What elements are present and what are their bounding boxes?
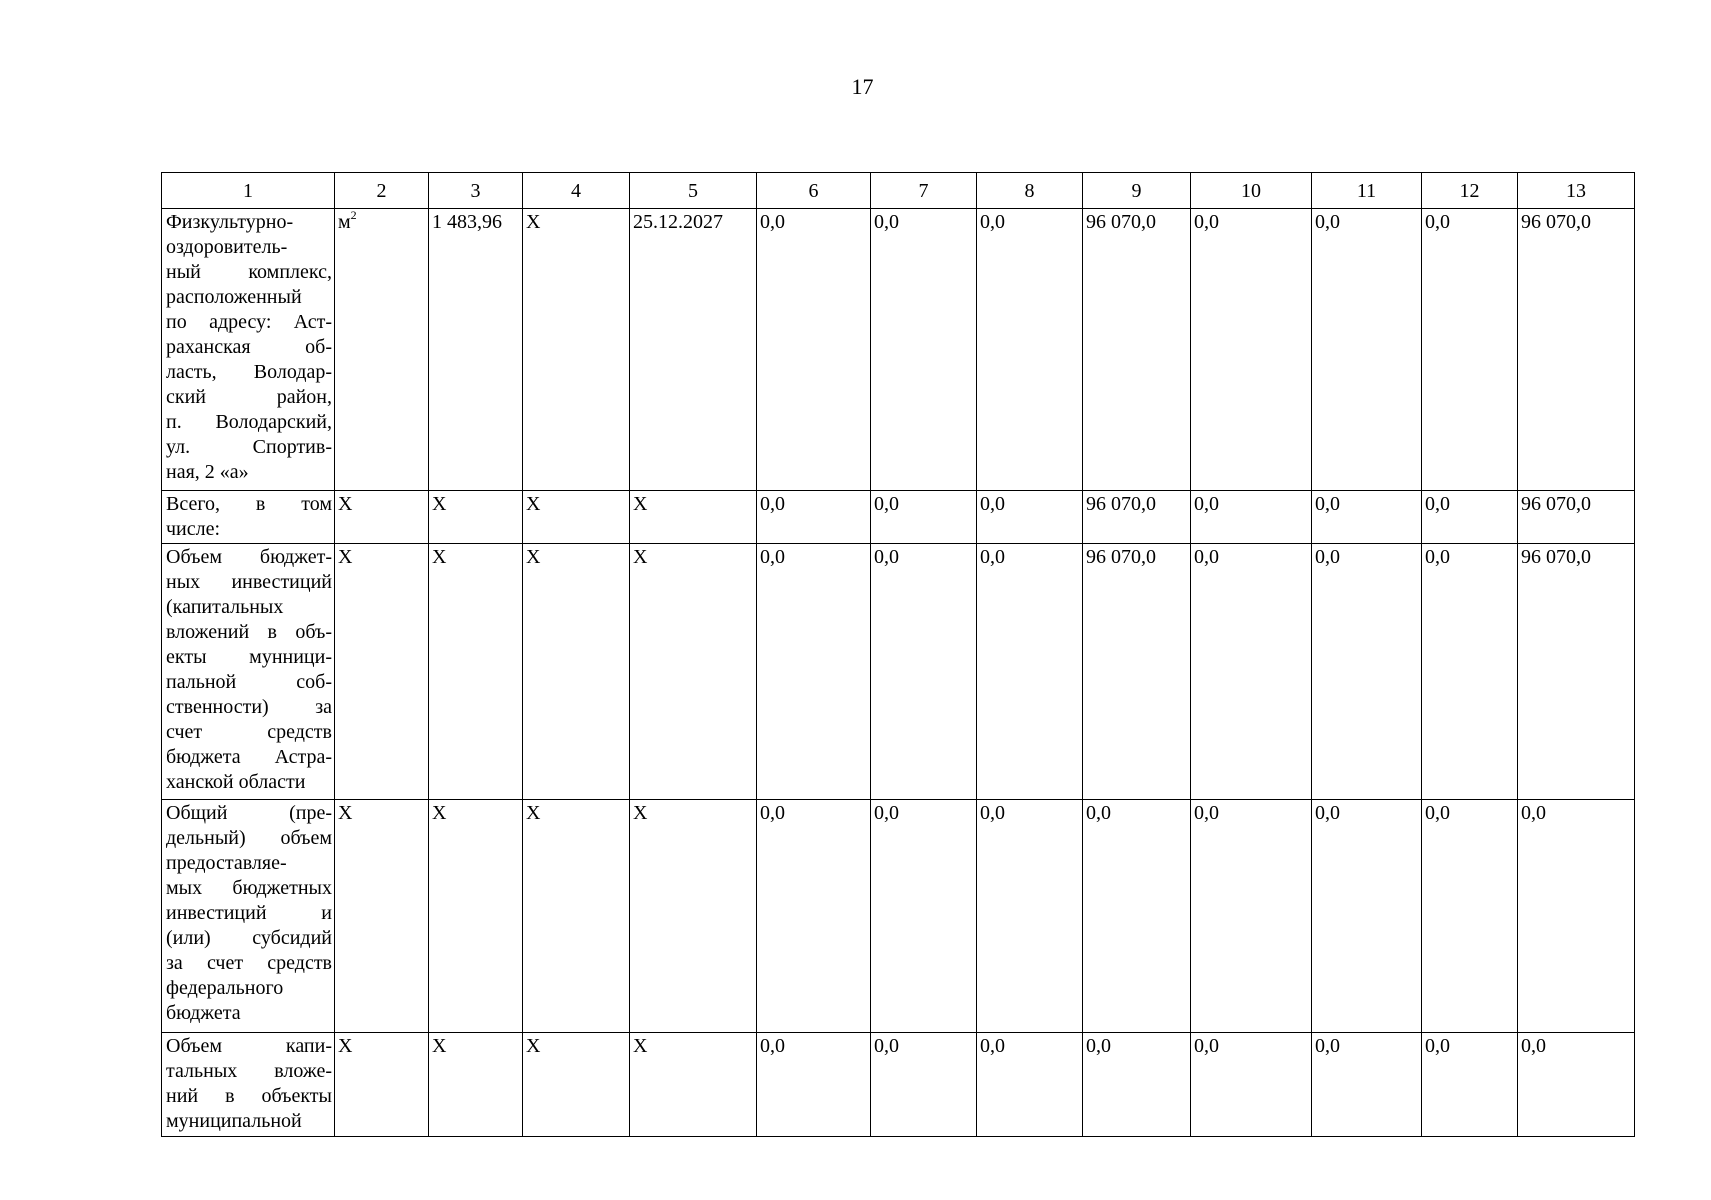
col-header: 2 [335, 173, 429, 209]
table-cell: 0,0 [1518, 1033, 1635, 1137]
table-cell: 0,0 [757, 491, 871, 544]
desc-line: ханской области [166, 771, 306, 793]
desc-line: расположенный [166, 286, 302, 308]
table-cell: 0,0 [1312, 1033, 1422, 1137]
table-row [162, 1033, 1635, 1137]
table-cell: X [630, 1033, 757, 1137]
table-cell: X [523, 1033, 630, 1137]
table-cell: 25.12.2027 [630, 209, 757, 491]
table-cell: 1 483,96 [429, 209, 523, 491]
desc-line: федерального [166, 977, 284, 999]
col-header: 3 [429, 173, 523, 209]
col-header: 4 [523, 173, 630, 209]
desc-line: Физкультурно- [166, 211, 294, 233]
table-cell: X [630, 800, 757, 1033]
col-header: 12 [1422, 173, 1518, 209]
table-cell: 0,0 [1312, 544, 1422, 800]
table-cell: 0,0 [871, 209, 977, 491]
table-cell: 0,0 [1422, 1033, 1518, 1137]
table-cell: 0,0 [1083, 1033, 1191, 1137]
unit-cell [335, 209, 429, 491]
desc-line: вложений в объ- [166, 621, 332, 643]
desc-line: бюджета [166, 1002, 241, 1024]
page-number: 17 [851, 74, 874, 99]
table-cell: 0,0 [1422, 491, 1518, 544]
row-description [162, 491, 335, 544]
table-cell: 0,0 [1191, 1033, 1312, 1137]
table-cell: 0,0 [871, 544, 977, 800]
desc-line: за счет средств [166, 952, 332, 974]
unit-text: м [338, 211, 351, 233]
table-cell: X [429, 800, 523, 1033]
desc-line: екты мунници- [166, 646, 332, 668]
desc-line: числе: [166, 518, 221, 540]
table-cell: 0,0 [977, 491, 1083, 544]
desc-line: предоставляе- [166, 852, 287, 874]
table-cell: X [523, 544, 630, 800]
desc-line: ная, 2 «а» [166, 461, 249, 483]
table-cell: X [429, 544, 523, 800]
desc-line: пальной соб- [166, 671, 332, 693]
table-cell: 0,0 [977, 544, 1083, 800]
table-cell: X [335, 491, 429, 544]
desc-line: ный комплекс, [166, 261, 332, 283]
col-header: 10 [1191, 173, 1312, 209]
table-cell: 0,0 [977, 1033, 1083, 1137]
row-description [162, 1033, 335, 1137]
col-header: 9 [1083, 173, 1191, 209]
table-cell: X [523, 209, 630, 491]
table-cell: X [523, 491, 630, 544]
table-cell: X [429, 1033, 523, 1137]
table-cell: X [523, 800, 630, 1033]
table-row [162, 544, 1635, 800]
table-row [162, 800, 1635, 1033]
table-cell: 0,0 [1191, 544, 1312, 800]
table-cell: 0,0 [757, 800, 871, 1033]
table-cell: X [335, 800, 429, 1033]
desc-line: счет средств [166, 721, 332, 743]
table-cell: X [429, 491, 523, 544]
row-description [162, 544, 335, 800]
row-description [162, 209, 335, 491]
table-cell: 0,0 [1312, 800, 1422, 1033]
desc-line: ных инвестиций [166, 571, 332, 593]
table-cell: 0,0 [871, 800, 977, 1033]
row-description [162, 800, 335, 1033]
table-cell: 0,0 [1518, 800, 1635, 1033]
table-cell: 96 070,0 [1518, 209, 1635, 491]
table-cell: 0,0 [1312, 491, 1422, 544]
desc-line: дельный) объем [166, 827, 332, 849]
col-header: 8 [977, 173, 1083, 209]
desc-line: бюджета Астра- [166, 746, 332, 768]
desc-line: ний в объекты [166, 1085, 332, 1107]
table-cell: 96 070,0 [1083, 209, 1191, 491]
desc-line: ласть, Володар- [166, 361, 332, 383]
table-cell: 0,0 [977, 800, 1083, 1033]
table-cell: 96 070,0 [1518, 491, 1635, 544]
desc-line: по адресу: Аст- [166, 311, 332, 333]
desc-line: ственности) за [166, 696, 332, 718]
desc-line: тальных вложе- [166, 1060, 332, 1082]
desc-line: ский район, [166, 386, 332, 408]
table-cell: 96 070,0 [1083, 491, 1191, 544]
table-cell: X [630, 491, 757, 544]
table-cell: 0,0 [871, 1033, 977, 1137]
table-cell: 0,0 [1191, 209, 1312, 491]
col-header: 5 [630, 173, 757, 209]
col-header: 1 [162, 173, 335, 209]
table-cell: 0,0 [1191, 491, 1312, 544]
desc-line: ул. Спортив- [166, 436, 332, 458]
table-cell: X [335, 544, 429, 800]
table-cell: 0,0 [1422, 800, 1518, 1033]
data-table [161, 172, 1635, 1137]
col-header: 6 [757, 173, 871, 209]
table-cell: X [335, 1033, 429, 1137]
desc-line: (или) субсидий [166, 927, 332, 949]
table-cell: 0,0 [1422, 209, 1518, 491]
table-row [162, 491, 1635, 544]
desc-line: раханская об- [166, 336, 332, 358]
desc-line: оздоровитель- [166, 236, 288, 258]
table-row [162, 209, 1635, 491]
table-cell: 0,0 [1191, 800, 1312, 1033]
header-row [162, 173, 1635, 209]
desc-line: Объем капи- [166, 1035, 332, 1057]
table-cell: 96 070,0 [1083, 544, 1191, 800]
desc-line: муниципальной [166, 1110, 302, 1132]
table-cell: 96 070,0 [1518, 544, 1635, 800]
col-header: 11 [1312, 173, 1422, 209]
desc-line: (капитальных [166, 596, 284, 618]
desc-line: Общий (пре- [166, 802, 332, 824]
table-cell: 0,0 [871, 491, 977, 544]
desc-line: Всего, в том [166, 493, 332, 515]
table-cell: 0,0 [1422, 544, 1518, 800]
table-cell: X [630, 544, 757, 800]
desc-line: Объем бюджет- [166, 546, 332, 568]
desc-line: п. Володарский, [166, 411, 332, 433]
table-cell: 0,0 [757, 209, 871, 491]
desc-line: мых бюджетных [166, 877, 332, 899]
col-header: 13 [1518, 173, 1635, 209]
table-cell: 0,0 [757, 1033, 871, 1137]
table-cell: 0,0 [1083, 800, 1191, 1033]
table-cell: 0,0 [977, 209, 1083, 491]
desc-line: инвестиций и [166, 902, 332, 924]
col-header: 7 [871, 173, 977, 209]
table-cell: 0,0 [1312, 209, 1422, 491]
table-cell: 0,0 [757, 544, 871, 800]
unit-superscript: 2 [350, 208, 357, 222]
